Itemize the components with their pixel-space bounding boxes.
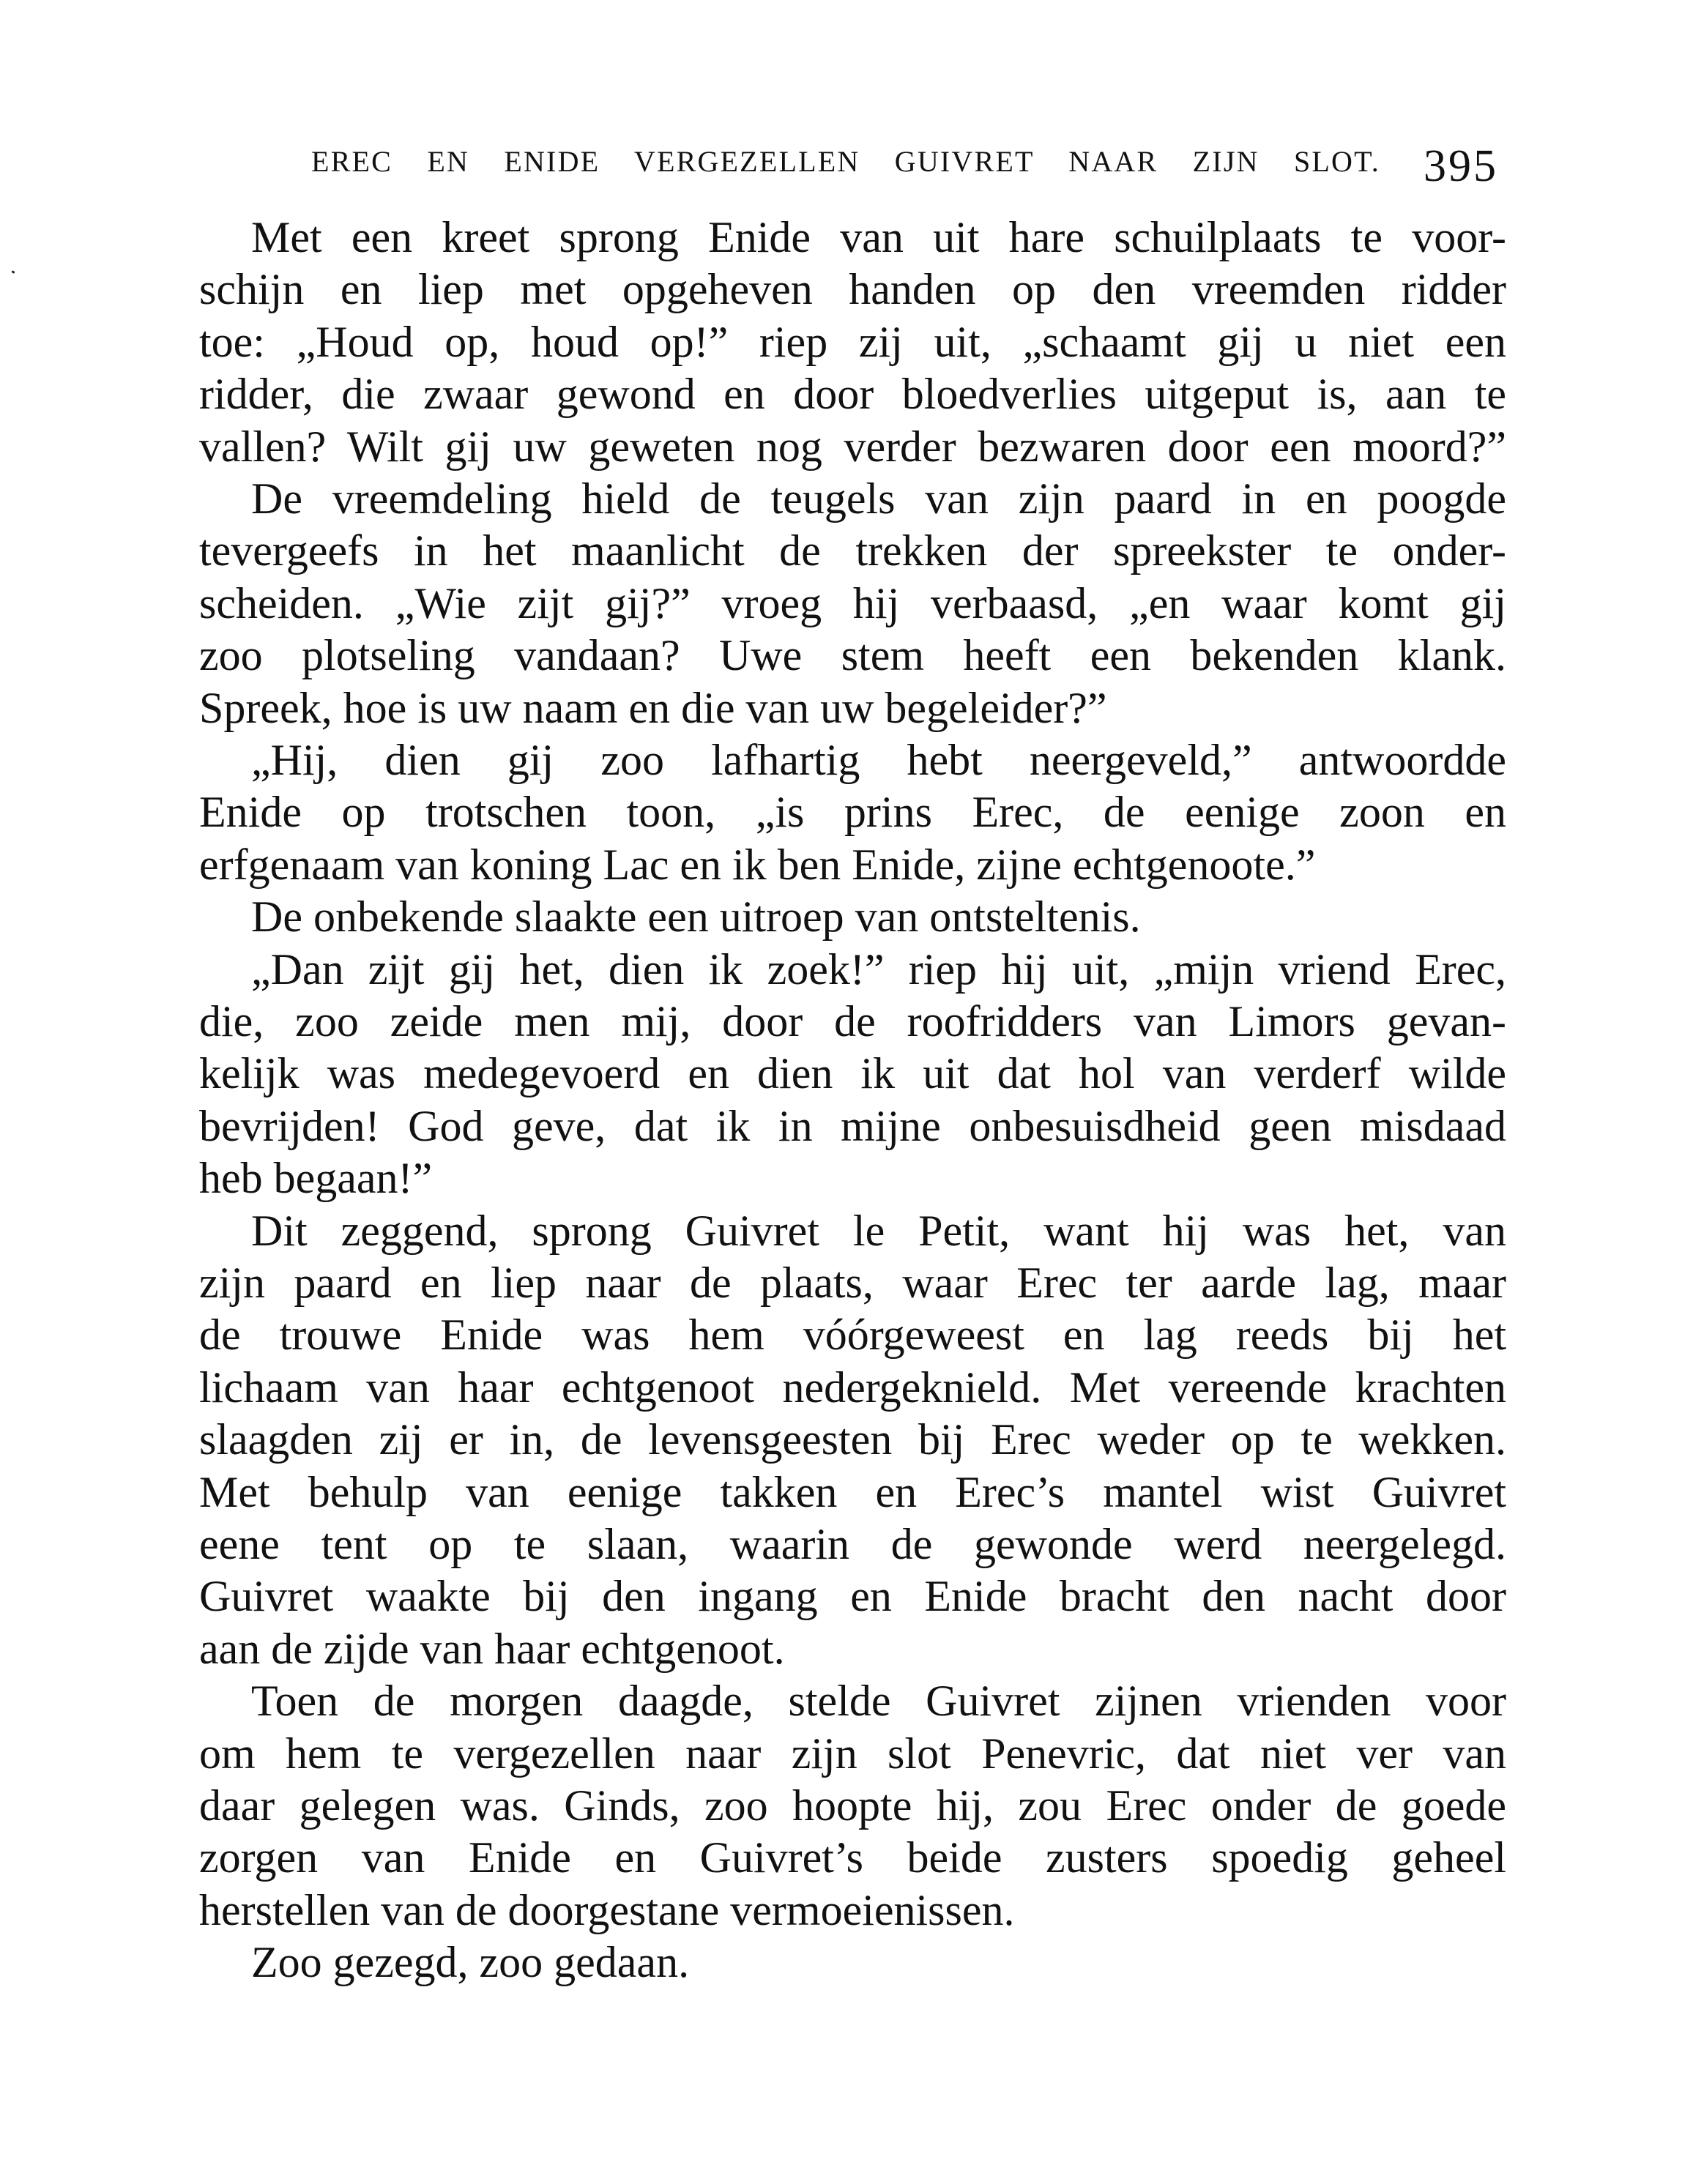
text-line: Met een kreet sprong Enide van uit hare schuilplaats te voor- [251, 213, 1506, 261]
text-line: „Hij, dien gij zoo lafhartig hebt neergeveld,” antwoordde [251, 736, 1506, 784]
text-line: zorgen van Enide en Guivret’s beide zusters spoedig geheel [199, 1833, 1506, 1882]
text-line: De onbekende slaakte een uitroep van ontsteltenis. [251, 892, 1141, 942]
text-line: Zoo gezegd, zoo gedaan. [251, 1938, 690, 1987]
text-line: aan de zijde van haar echtgenoot. [199, 1624, 785, 1673]
text-line: schijn en liep met opgeheven handen op den vreemden ridder [199, 265, 1506, 314]
page-number: 395 [1424, 141, 1498, 191]
text-line: Enide op trotschen toon, „is prins Erec, de eenige zoon en [199, 788, 1506, 837]
text-line: kelijk was medegevoerd en dien ik uit dat hol van verderf wilde [199, 1049, 1506, 1098]
text-line: Dit zeggend, sprong Guivret le Petit, want hij was het, van [251, 1206, 1506, 1255]
text-line: bevrijden! God geve, dat ik in mijne onbesuisdheid geen misdaad [199, 1101, 1506, 1150]
text-line: tevergeefs in het maanlicht de trekken der spreekster te onder- [199, 526, 1506, 575]
text-line: scheiden. „Wie zijt gij?” vroeg hij verbaasd, „en waar komt gij [199, 578, 1506, 627]
text-line: Toen de morgen daagde, stelde Guivret zijnen vrienden voor [251, 1677, 1506, 1726]
text-line: Guivret waakte bij den ingang en Enide bracht den nacht door [199, 1572, 1506, 1621]
text-line: erfgenaam van koning Lac en ik ben Enide, zijne echtgenoote.” [199, 840, 1316, 889]
text-line: De vreemdeling hield de teugels van zijn paard in en poogde [251, 474, 1506, 523]
text-line: toe: „Houd op, houd op!” riep zij uit, „schaamt gij u niet een [199, 317, 1506, 366]
text-line: herstellen van de doorgestane vermoeienissen. [199, 1885, 1015, 1934]
text-line: om hem te vergezellen naar zijn slot Penevric, dat niet ver van [199, 1729, 1506, 1778]
text-line: „Dan zijt gij het, dien ik zoek!” riep hij uit, „mijn vriend Erec, [251, 944, 1506, 994]
scan-speck [12, 270, 15, 274]
text-line: lichaam van haar echtgenoot nedergeknield. Met vereende krachten [199, 1363, 1506, 1412]
text-line: zijn paard en liep naar de plaats, waar Erec ter aarde lag, maar [199, 1259, 1506, 1307]
text-line: heb begaan!” [199, 1154, 433, 1203]
text-line: ridder, die zwaar gewond en door bloedverlies uitgeput is, aan te [199, 370, 1506, 419]
text-line: zoo plotseling vandaan? Uwe stem heeft een bekenden klank. [199, 631, 1506, 680]
text-line: eene tent op te slaan, waarin de gewonde werd neergelegd. [199, 1520, 1506, 1568]
text-line: die, zoo zeide men mij, door de roofridders van Limors gevan- [199, 997, 1506, 1046]
text-line: Spreek, hoe is uw naam en die van uw begeleider?” [199, 683, 1107, 732]
text-line: daar gelegen was. Ginds, zoo hoopte hij, zou Erec onder de goede [199, 1781, 1506, 1830]
text-line: Met behulp van eenige takken en Erec’s mantel wist Guivret [199, 1467, 1506, 1516]
text-line: de trouwe Enide was hem vóórgeweest en lag reeds bij het [199, 1311, 1506, 1360]
text-line: slaagden zij er in, de levensgeesten bij Erec weder op te wekken. [199, 1415, 1506, 1464]
running-head: EREC EN ENIDE VERGEZELLEN GUIVRET NAAR ZIJN SLOT. [311, 145, 1380, 178]
text-line: vallen? Wilt gij uw geweten nog verder bezwaren door een moord?” [199, 422, 1506, 471]
